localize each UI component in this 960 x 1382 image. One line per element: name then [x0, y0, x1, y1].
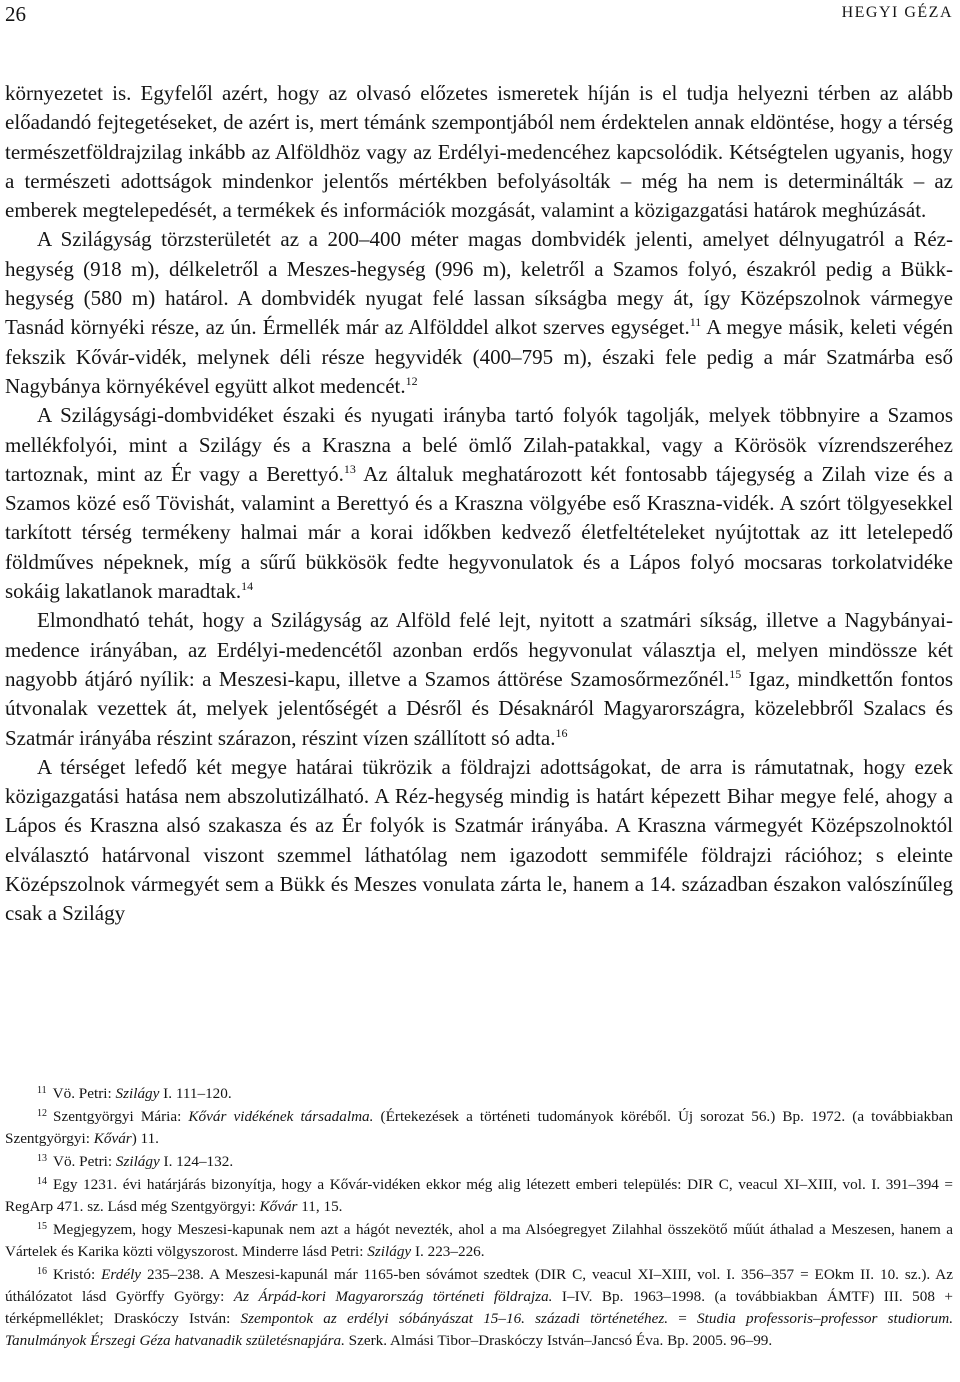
- footnote-13: [5, 1151, 953, 1173]
- running-head: HEGYI GÉZA: [841, 4, 953, 21]
- paragraph-5: [5, 753, 953, 929]
- footnote-text: Szentgyörgyi Mária:: [53, 1108, 189, 1125]
- footnote-text: Szerk. Almási Tibor–Draskóczy István–Jancsó Éva. Bp. 2005. 96–99.: [344, 1332, 773, 1349]
- footnote-title: Kővár: [259, 1198, 298, 1215]
- footnote-title: Kővár vidékének társadalma.: [188, 1108, 374, 1125]
- footnote-ref-15[interactable]: 15: [729, 666, 742, 681]
- footnote-title: Kővár: [93, 1130, 132, 1147]
- footnote-title: Szilágy: [115, 1153, 160, 1170]
- footnote-title: Erdély: [101, 1266, 142, 1283]
- footnote-text: Vö. Petri:: [52, 1085, 116, 1102]
- footnote-text: 235–238. A Meszesi-kapunál már 1165-ben sóvámot szedtek (DIR C, veacul XI–XIII, vol. I. 356–357 = EOkm II. 10. sz.). Az úthálózatot lásd Györffy György:: [5, 1266, 953, 1305]
- footnote-ref-11[interactable]: 11: [689, 315, 702, 330]
- footnote-text: =: [668, 1310, 698, 1327]
- paragraph-3: [5, 401, 953, 606]
- footnote-text: I. 111–120.: [159, 1085, 232, 1102]
- footnote-text: Egy 1231. évi határjárás bizonyítja, hogy a Kővár-vidéken ekkor még alig létezett emberi település: DIR C, veacul XI–XIII, vol. I. 391–394 = RegArp 471. sz. Lásd még Szentgyörgyi:: [5, 1176, 953, 1215]
- footnote-number: 15: [37, 1221, 47, 1232]
- footnote-title: Szilágy: [115, 1085, 160, 1102]
- paragraph-text: A Szilágysági-dombvidéket északi és nyugati irányba tartó folyók tagolják, melyek többnyire a Szamos mellékfolyói, mint a Szilágy és a Kraszna a belé ömlő Zilah-patakkal, vagy a Körösök vízrendszeréhez tartoznak, mint az Ér vagy a Berettyó.: [5, 403, 953, 486]
- footnote-text: Kristó:: [53, 1266, 102, 1283]
- page-header: [5, 2, 953, 24]
- paragraph-text: A megye másik, keleti végén fekszik Kővár-vidék, melynek déli része hegyvidék (400–795 m), északi fele pedig a már Szatmárba eső Nagybánya környékével együtt alkot medencét.: [5, 315, 953, 398]
- footnotes: [5, 1083, 953, 1353]
- footnote-text: I–IV. Bp. 1963–1998. (a továbbiakban ÁMTF) III. 508 + térképmelléklet; Draskóczy István:: [5, 1288, 953, 1327]
- footnote-ref-16[interactable]: 16: [555, 725, 568, 740]
- paragraph-text: Igaz, mindkettőn fontos útvonalak vezettek át, melyek jelentőségét a Désről és Désaknáról Magyarországra, közelebbről Szalacs és Szatmár irányába részint szárazon, részint vízen szállított só adta.: [5, 666, 953, 750]
- footnote-title: Az Árpád-kori Magyarország történeti földrajza.: [233, 1288, 553, 1305]
- body-text: [5, 79, 953, 929]
- footnote-text: I. 223–226.: [411, 1243, 485, 1260]
- footnote-16: [5, 1264, 953, 1352]
- footnote-title: Studia professoris–professor studiorum. Tanulmányok Érszegi Géza hatvanadik születésnapjára.: [5, 1310, 954, 1349]
- footnote-14: [5, 1174, 953, 1218]
- footnote-title: Szempontok az erdélyi sóbányászat 15–16. századi történetéhez.: [240, 1310, 669, 1327]
- footnote-text: ) 11.: [131, 1130, 159, 1147]
- paragraph-text: Elmondható tehát, hogy a Szilágyság az Alföld felé lejt, nyitott a szatmári síkság, illetve a Nagybányai-medence irányában, az Erdélyi-medencétől azonban erdős hegyvonulat választja el, melyen mindössze két nagyobb átjáró nyílik: a Meszesi-kapu, illetve a Szamos áttörése Szamosőrmezőnél.: [5, 608, 953, 691]
- footnote-number: 13: [37, 1153, 47, 1164]
- footnote-text: Vö. Petri:: [53, 1153, 116, 1170]
- paragraph-2: [5, 225, 953, 401]
- footnote-ref-14[interactable]: 14: [241, 579, 254, 594]
- paragraph-text: Az általuk meghatározott két fontosabb tájegység a Zilah vize és a Szamos közé eső Tövishát, valamint a Berettyó és a Kraszna völgyébe eső Kraszna-vidék. A szórt tölgyesekkel tarkított térség termékeny halmai már a korai időkben kedvező életfeltételeket nyújtottak az itt letelepedő földműves népeknek, míg a sűrű bükkösök fedte hegyvonulatok és a Lápos folyó mocsaras torkolatvidéke sokáig lakatlanok maradtak.: [5, 461, 953, 604]
- footnote-15: [5, 1219, 953, 1263]
- paragraph-1: [5, 79, 953, 225]
- footnote-number: 16: [37, 1266, 47, 1277]
- footnote-number: 14: [37, 1176, 47, 1187]
- footnote-11: [5, 1083, 953, 1105]
- footnote-title: Szilágy: [367, 1243, 412, 1260]
- paragraph-text: A térséget lefedő két megye határai tükrözik a földrajzi adottságokat, de arra is rámutatnak, hogy ezek közigazgatási hatása nem abszolutizálható. A Réz-hegység mindig is határt képezett Bihar megye felé, ahogy a Lápos és Kraszna alsó szakasza és az Ér folyók is Szatmár irányába. A Kraszna vármegyét Középszolnoktól elválasztó határvonal viszont szemmel láthatólag nem igazodott semmiféle földrajzi rációhoz; s eleinte Középszolnok vármegyét sem a Bükk és Meszes vonulata zárta le, hanem a 14. században északon valószínűleg csak a Szilágy: [5, 754, 953, 926]
- paragraph-text: környezetet is. Egyfelől azért, hogy az olvasó előzetes ismeretek híján is el tudja helyezni térben az alább előadandó fejtegetéseket, de azért is, mert témánk szempontjából nem érdektelen annak eldöntése, hogy a térség természetföldrajzilag inkább az Alföldhöz vagy az Erdélyi-medencéhez kapcsolódik. Kétségtelen ugyanis, hogy a természeti adottságok mindenkor jelentős mértékben befolyásolták – még ha nem is determinálták – az emberek megtelepedését, a termékek és információk mozgását, valamint a közigazgatási határok meghúzását.: [5, 81, 953, 223]
- paragraph-text: A Szilágyság törzsterületét az a 200–400 méter magas dombvidék jelenti, amelyet délnyugatról a Réz-hegység (918 m), délkeletről a Meszes-hegység (996 m), keletről a Szamos folyó, északról pedig a Bükk-hegység (580 m) határol. A dombvidék nyugat felé lassan síkságba megy át, így Középszolnok vármegye Tasnád környéki része, az ún. Érmellék már az Alfölddel alkot szerves egységet.: [5, 227, 953, 340]
- footnote-text: I. 124–132.: [159, 1153, 234, 1170]
- footnote-ref-13[interactable]: 13: [343, 461, 356, 476]
- footnote-text: 11, 15.: [297, 1198, 343, 1215]
- paragraph-4: [5, 606, 953, 752]
- footnote-number: 12: [37, 1108, 47, 1119]
- footnote-text: (Értekezések a történeti tudományok köréből. Új sorozat 56.) Bp. 1972. (a továbbiakban Szentgyörgyi:: [5, 1108, 953, 1147]
- footnote-12: [5, 1106, 953, 1150]
- footnote-ref-12[interactable]: 12: [405, 373, 418, 388]
- footnote-number: 11: [37, 1085, 47, 1096]
- page-number: 26: [5, 2, 26, 26]
- footnote-text: Megjegyzem, hogy Meszesi-kapunak nem azt a hágót nevezték, ahol a ma Alsóegregyet Zilahhal összekötő műút áthalad a Meszesen, hanem a Vártelek és Karika közti völgyszorost. Minderre lásd Petri:: [5, 1221, 953, 1260]
